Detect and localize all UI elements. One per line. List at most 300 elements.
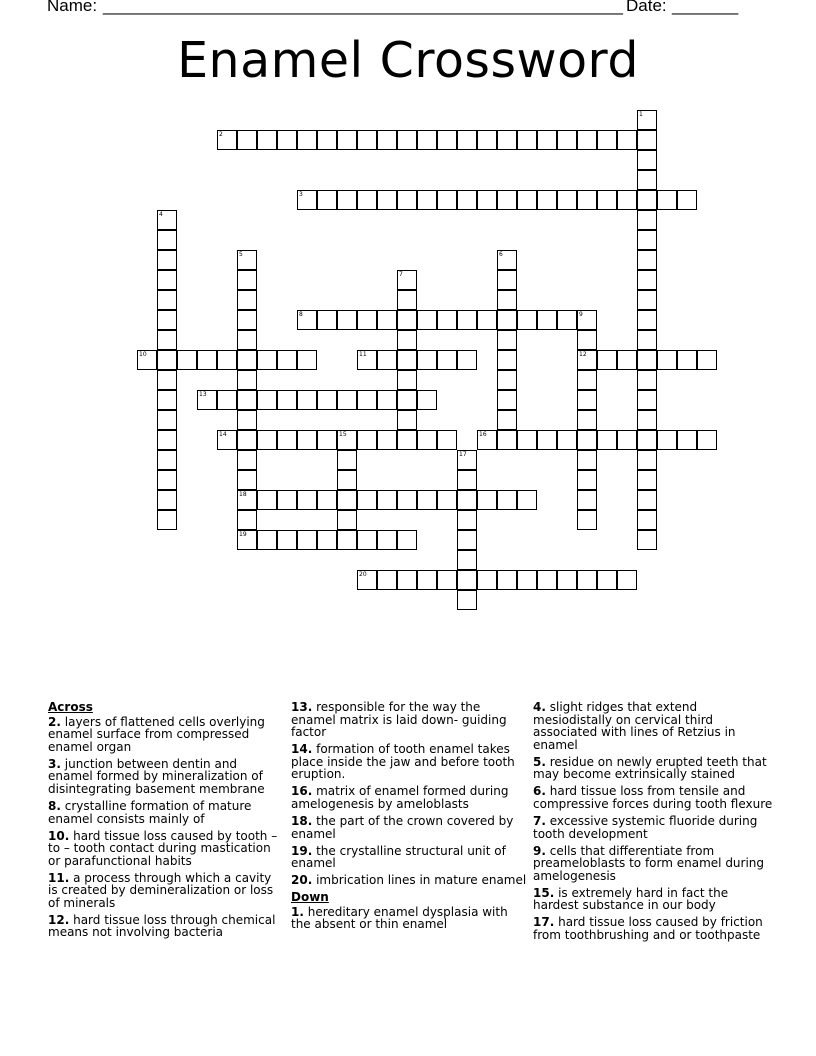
grid-cell[interactable] <box>237 310 257 330</box>
clue-text: layers of flattened cells overlying enamel surface from compressed enamel organ <box>48 714 265 754</box>
grid-cell[interactable] <box>157 390 177 410</box>
grid-cell[interactable] <box>597 570 617 590</box>
grid-cell[interactable] <box>277 490 297 510</box>
grid-cell[interactable] <box>477 430 497 450</box>
clue-text: the part of the crown covered by enamel <box>291 813 514 841</box>
grid-cell[interactable] <box>637 390 657 410</box>
grid-cell[interactable] <box>677 350 697 370</box>
grid-cell[interactable] <box>497 290 517 310</box>
name-field[interactable]: _______________________________________________________ <box>103 0 624 15</box>
clue-number: 8 <box>299 311 303 318</box>
grid-cell[interactable] <box>597 430 617 450</box>
grid-cell[interactable] <box>617 350 637 370</box>
grid-cell[interactable] <box>637 250 657 270</box>
grid-cell[interactable] <box>277 350 297 370</box>
grid-cell[interactable] <box>577 430 597 450</box>
clue-text: responsible for the way the enamel matrix is laid down- guiding factor <box>291 700 507 740</box>
grid-cell[interactable] <box>437 490 457 510</box>
down-clue <box>291 906 527 931</box>
grid-cell[interactable] <box>357 350 377 370</box>
grid-cell[interactable] <box>317 130 337 150</box>
clue-column-3 <box>533 701 773 946</box>
across-clue <box>291 815 527 840</box>
grid-cell[interactable] <box>497 430 517 450</box>
grid-cell[interactable] <box>557 130 577 150</box>
grid-cell[interactable] <box>497 250 517 270</box>
grid-cell[interactable] <box>457 350 477 370</box>
grid-cell[interactable] <box>297 130 317 150</box>
grid-cell[interactable] <box>417 130 437 150</box>
clue-number: 19 <box>239 531 247 538</box>
grid-cell[interactable] <box>357 130 377 150</box>
grid-cell[interactable] <box>357 530 377 550</box>
grid-cell[interactable] <box>497 350 517 370</box>
grid-cell[interactable] <box>417 310 437 330</box>
grid-cell[interactable] <box>297 350 317 370</box>
grid-cell[interactable] <box>577 510 597 530</box>
clue-text: the crystalline structural unit of enamel <box>291 843 506 871</box>
grid-cell[interactable] <box>297 310 317 330</box>
grid-cell[interactable] <box>617 190 637 210</box>
grid-cell[interactable] <box>417 430 437 450</box>
grid-cell[interactable] <box>477 190 497 210</box>
clue-text: hard tissue loss caused by friction from toothbrushing and or toothpaste <box>533 915 763 942</box>
across-clue <box>48 914 284 939</box>
grid-cell[interactable] <box>517 190 537 210</box>
grid-cell[interactable] <box>377 350 397 370</box>
grid-cell[interactable] <box>637 170 657 190</box>
grid-cell[interactable] <box>237 290 257 310</box>
grid-cell[interactable] <box>357 190 377 210</box>
grid-cell[interactable] <box>577 410 597 430</box>
clue-number-label: 17. <box>533 915 555 930</box>
clue-number: 14 <box>219 431 227 438</box>
grid-cell[interactable] <box>517 430 537 450</box>
grid-cell[interactable] <box>637 430 657 450</box>
grid-cell[interactable] <box>157 230 177 250</box>
clue-number: 10 <box>139 351 147 358</box>
grid-cell[interactable] <box>397 350 417 370</box>
grid-cell[interactable] <box>497 130 517 150</box>
grid-cell[interactable] <box>137 350 157 370</box>
grid-cell[interactable] <box>157 410 177 430</box>
clue-number: 13 <box>199 391 207 398</box>
grid-cell[interactable] <box>637 470 657 490</box>
grid-cell[interactable] <box>657 190 677 210</box>
down-clue <box>533 701 773 751</box>
grid-cell[interactable] <box>497 390 517 410</box>
grid-cell[interactable] <box>577 390 597 410</box>
grid-cell[interactable] <box>157 210 177 230</box>
grid-cell[interactable] <box>637 370 657 390</box>
clue-number-label: 6. <box>533 784 546 799</box>
across-clue <box>291 874 527 887</box>
clue-number: 5 <box>239 251 243 258</box>
clue-number-label: 14. <box>291 742 313 757</box>
grid-cell[interactable] <box>237 330 257 350</box>
clue-number: 2 <box>219 131 223 138</box>
grid-cell[interactable] <box>377 430 397 450</box>
grid-cell[interactable] <box>457 550 477 570</box>
grid-cell[interactable] <box>577 370 597 390</box>
grid-cell[interactable] <box>637 510 657 530</box>
grid-cell[interactable] <box>517 310 537 330</box>
grid-cell[interactable] <box>417 390 437 410</box>
grid-cell[interactable] <box>157 470 177 490</box>
grid-cell[interactable] <box>557 430 577 450</box>
clue-text: imbrication lines in mature enamel <box>316 873 527 888</box>
grid-cell[interactable] <box>357 570 377 590</box>
grid-cell[interactable] <box>337 130 357 150</box>
grid-cell[interactable] <box>397 390 417 410</box>
grid-cell[interactable] <box>377 310 397 330</box>
grid-cell[interactable] <box>257 490 277 510</box>
grid-cell[interactable] <box>537 190 557 210</box>
grid-cell[interactable] <box>317 190 337 210</box>
grid-cell[interactable] <box>317 310 337 330</box>
clue-text: residue on newly erupted teeth that may become extrinsically stained <box>533 754 767 782</box>
clue-number: 12 <box>579 351 587 358</box>
grid-cell[interactable] <box>237 530 257 550</box>
grid-cell[interactable] <box>457 590 477 610</box>
grid-cell[interactable] <box>537 430 557 450</box>
grid-cell[interactable] <box>497 270 517 290</box>
grid-cell[interactable] <box>497 190 517 210</box>
grid-cell[interactable] <box>257 350 277 370</box>
grid-cell[interactable] <box>597 350 617 370</box>
grid-cell[interactable] <box>397 410 417 430</box>
clue-number-label: 18. <box>291 813 313 828</box>
down-clue <box>533 815 773 840</box>
grid-cell[interactable] <box>237 510 257 530</box>
grid-cell[interactable] <box>337 390 357 410</box>
grid-cell[interactable] <box>317 490 337 510</box>
grid-cell[interactable] <box>217 130 237 150</box>
grid-cell[interactable] <box>237 270 257 290</box>
grid-cell[interactable] <box>637 450 657 470</box>
grid-cell[interactable] <box>157 510 177 530</box>
clue-number: 17 <box>459 451 467 458</box>
grid-cell[interactable] <box>257 130 277 150</box>
grid-cell[interactable] <box>317 530 337 550</box>
grid-cell[interactable] <box>337 470 357 490</box>
across-clue <box>48 758 284 796</box>
clue-number-label: 5. <box>533 754 546 769</box>
grid-cell[interactable] <box>657 350 677 370</box>
clue-column-2 <box>291 701 527 935</box>
grid-cell[interactable] <box>257 530 277 550</box>
grid-cell[interactable] <box>297 430 317 450</box>
grid-cell[interactable] <box>297 390 317 410</box>
grid-cell[interactable] <box>457 310 477 330</box>
clue-text: matrix of enamel formed during amelogenesis by ameloblasts <box>291 784 509 811</box>
down-clue <box>533 887 773 912</box>
clue-text: is extremely hard in fact the hardest substance in our body <box>533 885 729 913</box>
grid-cell[interactable] <box>677 190 697 210</box>
grid-cell[interactable] <box>357 390 377 410</box>
clue-text: crystalline formation of mature enamel consists mainly of <box>48 798 252 826</box>
grid-cell[interactable] <box>237 450 257 470</box>
grid-cell[interactable] <box>337 450 357 470</box>
grid-cell[interactable] <box>497 330 517 350</box>
grid-cell[interactable] <box>397 570 417 590</box>
clue-number: 20 <box>359 571 367 578</box>
clue-number-label: 13. <box>291 700 313 714</box>
grid-cell[interactable] <box>577 470 597 490</box>
grid-cell[interactable] <box>437 430 457 450</box>
grid-cell[interactable] <box>477 310 497 330</box>
clue-number-label: 4. <box>533 700 546 714</box>
grid-cell[interactable] <box>337 530 357 550</box>
grid-cell[interactable] <box>237 490 257 510</box>
grid-cell[interactable] <box>477 490 497 510</box>
clue-text: a process through which a cavity is created by demineralization or loss of minerals <box>48 870 274 910</box>
grid-cell[interactable] <box>377 130 397 150</box>
grid-cell[interactable] <box>397 270 417 290</box>
grid-cell[interactable] <box>457 530 477 550</box>
grid-cell[interactable] <box>377 390 397 410</box>
grid-cell[interactable] <box>397 290 417 310</box>
grid-cell[interactable] <box>537 130 557 150</box>
grid-cell[interactable] <box>157 350 177 370</box>
clue-text: cells that differentiate from preameloblasts to form enamel during amelogenesis <box>533 843 765 883</box>
grid-cell[interactable] <box>257 430 277 450</box>
grid-cell[interactable] <box>157 310 177 330</box>
grid-cell[interactable] <box>497 410 517 430</box>
grid-cell[interactable] <box>637 350 657 370</box>
grid-cell[interactable] <box>157 490 177 510</box>
grid-cell[interactable] <box>577 450 597 470</box>
grid-cell[interactable] <box>337 490 357 510</box>
grid-cell[interactable] <box>397 130 417 150</box>
grid-cell[interactable] <box>237 250 257 270</box>
grid-cell[interactable] <box>357 430 377 450</box>
grid-cell[interactable] <box>197 350 217 370</box>
grid-cell[interactable] <box>277 430 297 450</box>
grid-cell[interactable] <box>297 490 317 510</box>
clue-section-heading: Down <box>291 890 329 905</box>
grid-cell[interactable] <box>337 190 357 210</box>
grid-cell[interactable] <box>437 570 457 590</box>
grid-cell[interactable] <box>577 350 597 370</box>
clue-number-label: 12. <box>48 912 70 927</box>
grid-cell[interactable] <box>577 330 597 350</box>
grid-cell[interactable] <box>237 350 257 370</box>
grid-cell[interactable] <box>457 570 477 590</box>
grid-cell[interactable] <box>157 330 177 350</box>
grid-cell[interactable] <box>397 430 417 450</box>
clue-number-label: 16. <box>291 784 313 799</box>
grid-cell[interactable] <box>317 430 337 450</box>
across-clue <box>48 872 284 910</box>
grid-cell[interactable] <box>437 310 457 330</box>
grid-cell[interactable] <box>497 310 517 330</box>
grid-cell[interactable] <box>377 490 397 510</box>
across-clue <box>291 845 527 870</box>
grid-cell[interactable] <box>557 310 577 330</box>
grid-cell[interactable] <box>437 190 457 210</box>
grid-cell[interactable] <box>457 490 477 510</box>
down-clue <box>533 916 773 941</box>
grid-cell[interactable] <box>637 490 657 510</box>
grid-cell[interactable] <box>277 130 297 150</box>
clue-number-label: 3. <box>48 756 61 771</box>
clue-number: 6 <box>499 251 503 258</box>
grid-cell[interactable] <box>217 430 237 450</box>
grid-cell[interactable] <box>237 370 257 390</box>
clue-number: 4 <box>159 211 163 218</box>
grid-cell[interactable] <box>277 530 297 550</box>
grid-cell[interactable] <box>237 130 257 150</box>
grid-cell[interactable] <box>157 250 177 270</box>
grid-cell[interactable] <box>317 390 337 410</box>
clue-section-heading: Across <box>48 700 93 714</box>
grid-cell[interactable] <box>397 490 417 510</box>
across-clue <box>48 716 284 754</box>
grid-cell[interactable] <box>597 190 617 210</box>
grid-cell[interactable] <box>437 350 457 370</box>
grid-cell[interactable] <box>417 350 437 370</box>
date-label: Date: <box>626 0 667 15</box>
grid-cell[interactable] <box>157 270 177 290</box>
grid-cell[interactable] <box>637 130 657 150</box>
clue-number: 18 <box>239 491 247 498</box>
grid-cell[interactable] <box>477 570 497 590</box>
grid-cell[interactable] <box>397 190 417 210</box>
grid-cell[interactable] <box>337 430 357 450</box>
grid-cell[interactable] <box>497 490 517 510</box>
grid-cell[interactable] <box>357 310 377 330</box>
down-clue <box>533 845 773 883</box>
grid-cell[interactable] <box>257 390 277 410</box>
grid-cell[interactable] <box>617 570 637 590</box>
grid-cell[interactable] <box>517 570 537 590</box>
grid-cell[interactable] <box>337 310 357 330</box>
grid-cell[interactable] <box>157 450 177 470</box>
grid-cell[interactable] <box>277 390 297 410</box>
grid-cell[interactable] <box>537 570 557 590</box>
grid-cell[interactable] <box>237 470 257 490</box>
grid-cell[interactable] <box>457 190 477 210</box>
grid-cell[interactable] <box>477 130 497 150</box>
grid-cell[interactable] <box>697 350 717 370</box>
date-field[interactable]: _______ <box>672 0 739 15</box>
grid-cell[interactable] <box>637 110 657 130</box>
clue-text: formation of tooth enamel takes place inside the jaw and before tooth eruption. <box>291 742 515 782</box>
grid-cell[interactable] <box>217 350 237 370</box>
down-clue <box>533 756 773 781</box>
grid-cell[interactable] <box>217 390 237 410</box>
grid-cell[interactable] <box>237 410 257 430</box>
grid-cell[interactable] <box>497 370 517 390</box>
grid-cell[interactable] <box>537 310 557 330</box>
grid-cell[interactable] <box>577 130 597 150</box>
grid-cell[interactable] <box>457 470 477 490</box>
grid-cell[interactable] <box>377 530 397 550</box>
grid-cell[interactable] <box>577 490 597 510</box>
clue-text: hard tissue loss caused by tooth – to – tooth contact during mastication or parafunctional habits <box>48 828 278 868</box>
across-clue <box>48 830 284 868</box>
grid-cell[interactable] <box>297 530 317 550</box>
grid-cell[interactable] <box>437 130 457 150</box>
grid-cell[interactable] <box>637 530 657 550</box>
clue-number-label: 1. <box>291 904 304 919</box>
down-clue <box>533 785 773 810</box>
grid-cell[interactable] <box>237 390 257 410</box>
grid-cell[interactable] <box>417 490 437 510</box>
grid-cell[interactable] <box>557 570 577 590</box>
grid-cell[interactable] <box>337 510 357 530</box>
grid-cell[interactable] <box>517 490 537 510</box>
grid-cell[interactable] <box>637 210 657 230</box>
across-clue <box>291 743 527 781</box>
grid-cell[interactable] <box>457 450 477 470</box>
grid-cell[interactable] <box>297 190 317 210</box>
grid-cell[interactable] <box>417 190 437 210</box>
grid-cell[interactable] <box>397 330 417 350</box>
grid-cell[interactable] <box>617 430 637 450</box>
grid-cell[interactable] <box>577 310 597 330</box>
grid-cell[interactable] <box>237 430 257 450</box>
grid-cell[interactable] <box>197 390 217 410</box>
grid-cell[interactable] <box>557 190 577 210</box>
grid-cell[interactable] <box>417 570 437 590</box>
grid-cell[interactable] <box>637 230 657 250</box>
grid-cell[interactable] <box>637 150 657 170</box>
across-clue <box>291 701 527 739</box>
grid-cell[interactable] <box>517 130 537 150</box>
clue-text: junction between dentin and enamel formed by mineralization of disintegrating basement membrane <box>48 756 265 796</box>
clue-text: hereditary enamel dysplasia with the absent or thin enamel <box>291 904 508 932</box>
grid-cell[interactable] <box>177 350 197 370</box>
grid-cell[interactable] <box>397 310 417 330</box>
grid-cell[interactable] <box>377 190 397 210</box>
clue-text: slight ridges that extend mesiodistally on cervical third associated with lines of Retzius in enamel <box>533 700 736 752</box>
grid-cell[interactable] <box>577 190 597 210</box>
grid-cell[interactable] <box>697 430 717 450</box>
across-clue <box>291 785 527 810</box>
grid-cell[interactable] <box>637 310 657 330</box>
grid-cell[interactable] <box>657 430 677 450</box>
grid-cell[interactable] <box>637 330 657 350</box>
grid-cell[interactable] <box>377 570 397 590</box>
clue-text: excessive systemic fluoride during tooth development <box>533 813 758 841</box>
grid-cell[interactable] <box>617 130 637 150</box>
grid-cell[interactable] <box>397 530 417 550</box>
grid-cell[interactable] <box>457 130 477 150</box>
grid-cell[interactable] <box>577 570 597 590</box>
clue-number: 9 <box>579 311 583 318</box>
clue-text: hard tissue loss through chemical means not involving bacteria <box>48 912 276 940</box>
grid-cell[interactable] <box>637 270 657 290</box>
grid-cell[interactable] <box>497 570 517 590</box>
grid-cell[interactable] <box>157 370 177 390</box>
grid-cell[interactable] <box>357 490 377 510</box>
grid-cell[interactable] <box>157 290 177 310</box>
grid-cell[interactable] <box>157 430 177 450</box>
grid-cell[interactable] <box>597 130 617 150</box>
clue-number-label: 8. <box>48 798 61 813</box>
page-title: Enamel Crossword <box>177 32 639 89</box>
clue-number-label: 11. <box>48 870 70 885</box>
grid-cell[interactable] <box>637 190 657 210</box>
clue-column-1 <box>48 701 284 943</box>
grid-cell[interactable] <box>637 290 657 310</box>
grid-cell[interactable] <box>457 510 477 530</box>
grid-cell[interactable] <box>637 410 657 430</box>
grid-cell[interactable] <box>397 370 417 390</box>
grid-cell[interactable] <box>677 430 697 450</box>
